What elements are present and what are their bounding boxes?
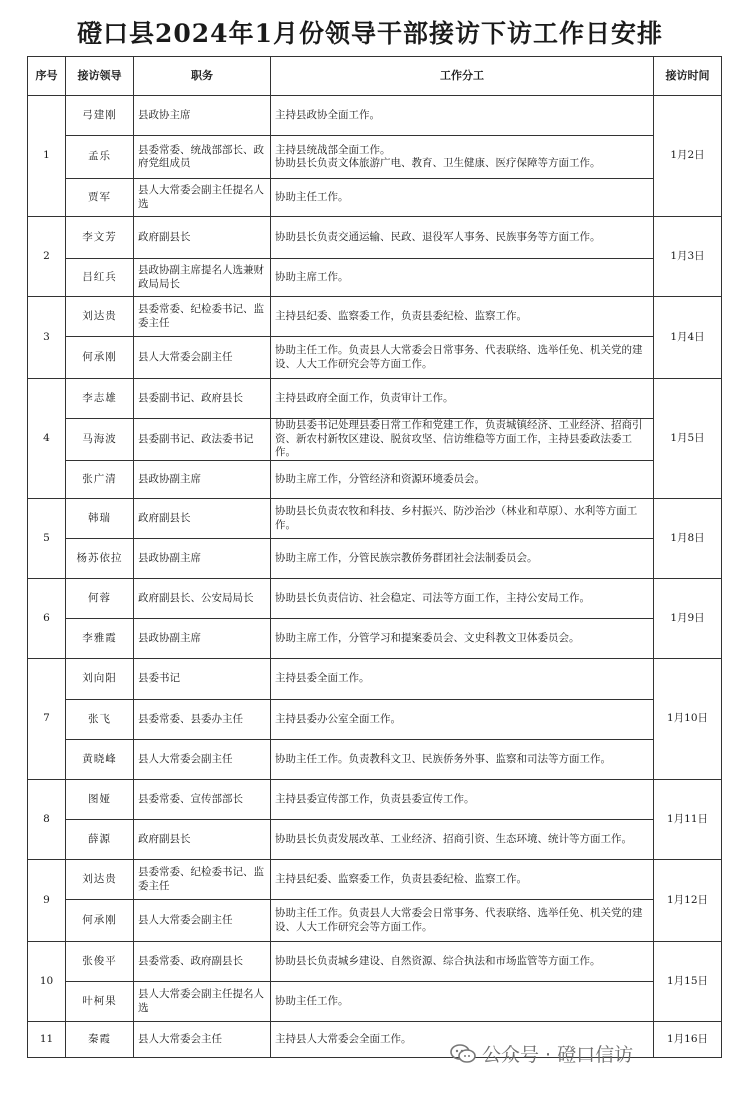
duty-cell: 主持县委宣传部工作，负责县委宣传工作。	[271, 780, 654, 820]
position-cell: 县人大常委会副主任	[134, 740, 271, 780]
seq-cell: 6	[28, 579, 66, 659]
leader-name: 图娅	[66, 780, 134, 820]
leader-name: 李志雄	[66, 379, 134, 419]
date-cell: 1月4日	[654, 297, 722, 379]
leader-name: 刘达贵	[66, 297, 134, 337]
seq-cell: 2	[28, 217, 66, 297]
position-cell: 县委常委、政府副县长	[134, 942, 271, 982]
position-cell: 县委常委、统战部部长、政府党组成员	[134, 136, 271, 179]
duty-cell: 协助县长负责信访、社会稳定、司法等方面工作，主持公安局工作。	[271, 579, 654, 619]
duty-cell: 主持县统战部全面工作。 协助县长负责文体旅游广电、教育、卫生健康、医疗保障等方面工作。	[271, 136, 654, 179]
seq-cell: 3	[28, 297, 66, 379]
seq-cell: 4	[28, 379, 66, 499]
duty-cell: 协助县委书记处理县委日常工作和党建工作，负责城镇经济、工业经济、招商引资、新农村新牧区建设、脱贫攻坚、信访维稳等方面工作，主持县委政法委工作。	[271, 419, 654, 461]
position-cell: 县委副书记、政法委书记	[134, 419, 271, 461]
watermark	[450, 1040, 633, 1067]
position-cell: 县委副书记、政府县长	[134, 379, 271, 419]
table-row	[28, 461, 722, 499]
seq-cell: 1	[28, 96, 66, 217]
leader-name: 何蓉	[66, 579, 134, 619]
table-row	[28, 780, 722, 820]
position-cell: 县委常委、纪检委书记、监委主任	[134, 297, 271, 337]
duty-cell: 主持县政府全面工作，负责审计工作。	[271, 379, 654, 419]
table-row	[28, 96, 722, 136]
date-cell: 1月9日	[654, 579, 722, 659]
table-row	[28, 740, 722, 780]
duty-cell: 主持县委全面工作。	[271, 659, 654, 700]
duty-cell: 协助主任工作。	[271, 982, 654, 1022]
header-leader: 接访领导	[66, 57, 134, 96]
position-cell: 县政协副主席	[134, 461, 271, 499]
leader-name: 黄晓峰	[66, 740, 134, 780]
duty-cell: 协助主席工作，分管民族宗教侨务群团社会法制委员会。	[271, 539, 654, 579]
table-row	[28, 982, 722, 1022]
table-row	[28, 579, 722, 619]
table-row	[28, 619, 722, 659]
table-row	[28, 379, 722, 419]
header-time: 接访时间	[654, 57, 722, 96]
table-row	[28, 942, 722, 982]
table-row	[28, 659, 722, 700]
duty-cell: 协助主任工作。负责教科文卫、民族侨务外事、监察和司法等方面工作。	[271, 740, 654, 780]
position-cell: 县政协副主席	[134, 619, 271, 659]
wechat-icon	[450, 1044, 476, 1064]
seq-cell: 8	[28, 780, 66, 860]
position-cell: 政府副县长	[134, 217, 271, 259]
position-cell: 县委常委、宣传部部长	[134, 780, 271, 820]
position-cell: 县人大常委会主任	[134, 1022, 271, 1058]
table-row	[28, 700, 722, 740]
leader-name: 孟乐	[66, 136, 134, 179]
duty-cell: 主持县委办公室全面工作。	[271, 700, 654, 740]
leader-name: 何承刚	[66, 900, 134, 942]
duty-cell: 协助主席工作。	[271, 259, 654, 297]
date-cell: 1月2日	[654, 96, 722, 217]
date-cell: 1月16日	[654, 1022, 722, 1058]
table-row	[28, 419, 722, 461]
page-title: 磴口县2024年1月份领导干部接访下访工作日安排	[77, 19, 663, 48]
header-duty: 工作分工	[271, 57, 654, 96]
seq-cell: 10	[28, 942, 66, 1022]
duty-cell: 协助主任工作。负责县人大常委会日常事务、代表联络、选举任免、机关党的建设、人大工作研究会等方面工作。	[271, 337, 654, 379]
duty-cell: 主持县人大常委会全面工作。	[271, 1022, 654, 1058]
leader-name: 马海波	[66, 419, 134, 461]
leader-name: 刘向阳	[66, 659, 134, 700]
table-row	[28, 499, 722, 539]
date-cell: 1月8日	[654, 499, 722, 579]
table-row	[28, 539, 722, 579]
watermark-text: 公众号 · 磴口信访	[482, 1044, 634, 1066]
duty-cell: 协助县长负责城乡建设、自然资源、综合执法和市场监管等方面工作。	[271, 942, 654, 982]
date-cell: 1月3日	[654, 217, 722, 297]
duty-cell: 协助主任工作。	[271, 179, 654, 217]
duty-cell: 协助县长负责农牧和科技、乡村振兴、防沙治沙（林业和草原）、水利等方面工作。	[271, 499, 654, 539]
schedule-table	[27, 56, 722, 1058]
position-cell: 县人大常委会副主任提名人选	[134, 179, 271, 217]
leader-name: 韩瑞	[66, 499, 134, 539]
position-cell: 县人大常委会副主任	[134, 900, 271, 942]
position-cell: 县委常委、纪检委书记、监委主任	[134, 860, 271, 900]
leader-name: 张飞	[66, 700, 134, 740]
position-cell: 县委书记	[134, 659, 271, 700]
table-row	[28, 820, 722, 860]
duty-cell: 协助主席工作，分管学习和提案委员会、文史科教文卫体委员会。	[271, 619, 654, 659]
position-cell: 县政协主席	[134, 96, 271, 136]
table-row	[28, 179, 722, 217]
duty-cell: 主持县纪委、监察委工作，负责县委纪检、监察工作。	[271, 860, 654, 900]
duty-cell: 主持县政协全面工作。	[271, 96, 654, 136]
leader-name: 张广清	[66, 461, 134, 499]
leader-name: 吕红兵	[66, 259, 134, 297]
position-cell: 政府副县长、公安局局长	[134, 579, 271, 619]
seq-cell: 9	[28, 860, 66, 942]
date-cell: 1月15日	[654, 942, 722, 1022]
table-row	[28, 860, 722, 900]
leader-name: 张俊平	[66, 942, 134, 982]
duty-cell: 协助主任工作。负责县人大常委会日常事务、代表联络、选举任免、机关党的建设、人大工作研究会等方面工作。	[271, 900, 654, 942]
table-row	[28, 136, 722, 179]
position-cell: 县人大常委会副主任提名人选	[134, 982, 271, 1022]
table-row	[28, 337, 722, 379]
leader-name: 李雅霞	[66, 619, 134, 659]
leader-name: 贾军	[66, 179, 134, 217]
leader-name: 李文芳	[66, 217, 134, 259]
table-header-row	[28, 57, 722, 96]
leader-name: 叶柯果	[66, 982, 134, 1022]
position-cell: 县委常委、县委办主任	[134, 700, 271, 740]
table-row	[28, 297, 722, 337]
header-seq: 序号	[28, 57, 66, 96]
date-cell: 1月5日	[654, 379, 722, 499]
seq-cell: 7	[28, 659, 66, 780]
leader-name: 刘达贵	[66, 860, 134, 900]
duty-cell: 协助主席工作，分管经济和资源环境委员会。	[271, 461, 654, 499]
position-cell: 政府副县长	[134, 820, 271, 860]
date-cell: 1月10日	[654, 659, 722, 780]
table-row	[28, 900, 722, 942]
duty-cell: 协助县长负责交通运输、民政、退役军人事务、民族事务等方面工作。	[271, 217, 654, 259]
table-row	[28, 217, 722, 259]
leader-name: 薛源	[66, 820, 134, 860]
leader-name: 弓建刚	[66, 96, 134, 136]
header-position: 职务	[134, 57, 271, 96]
position-cell: 县人大常委会副主任	[134, 337, 271, 379]
position-cell: 县政协副主席	[134, 539, 271, 579]
date-cell: 1月11日	[654, 780, 722, 860]
seq-cell: 11	[28, 1022, 66, 1058]
position-cell: 政府副县长	[134, 499, 271, 539]
leader-name: 秦霞	[66, 1022, 134, 1058]
seq-cell: 5	[28, 499, 66, 579]
leader-name: 何承刚	[66, 337, 134, 379]
leader-name: 杨苏依拉	[66, 539, 134, 579]
position-cell: 县政协副主席提名人选兼财政局局长	[134, 259, 271, 297]
duty-cell: 协助县长负责发展改革、工业经济、招商引资、生态环境、统计等方面工作。	[271, 820, 654, 860]
date-cell: 1月12日	[654, 860, 722, 942]
duty-cell: 主持县纪委、监察委工作，负责县委纪检、监察工作。	[271, 297, 654, 337]
table-row	[28, 259, 722, 297]
